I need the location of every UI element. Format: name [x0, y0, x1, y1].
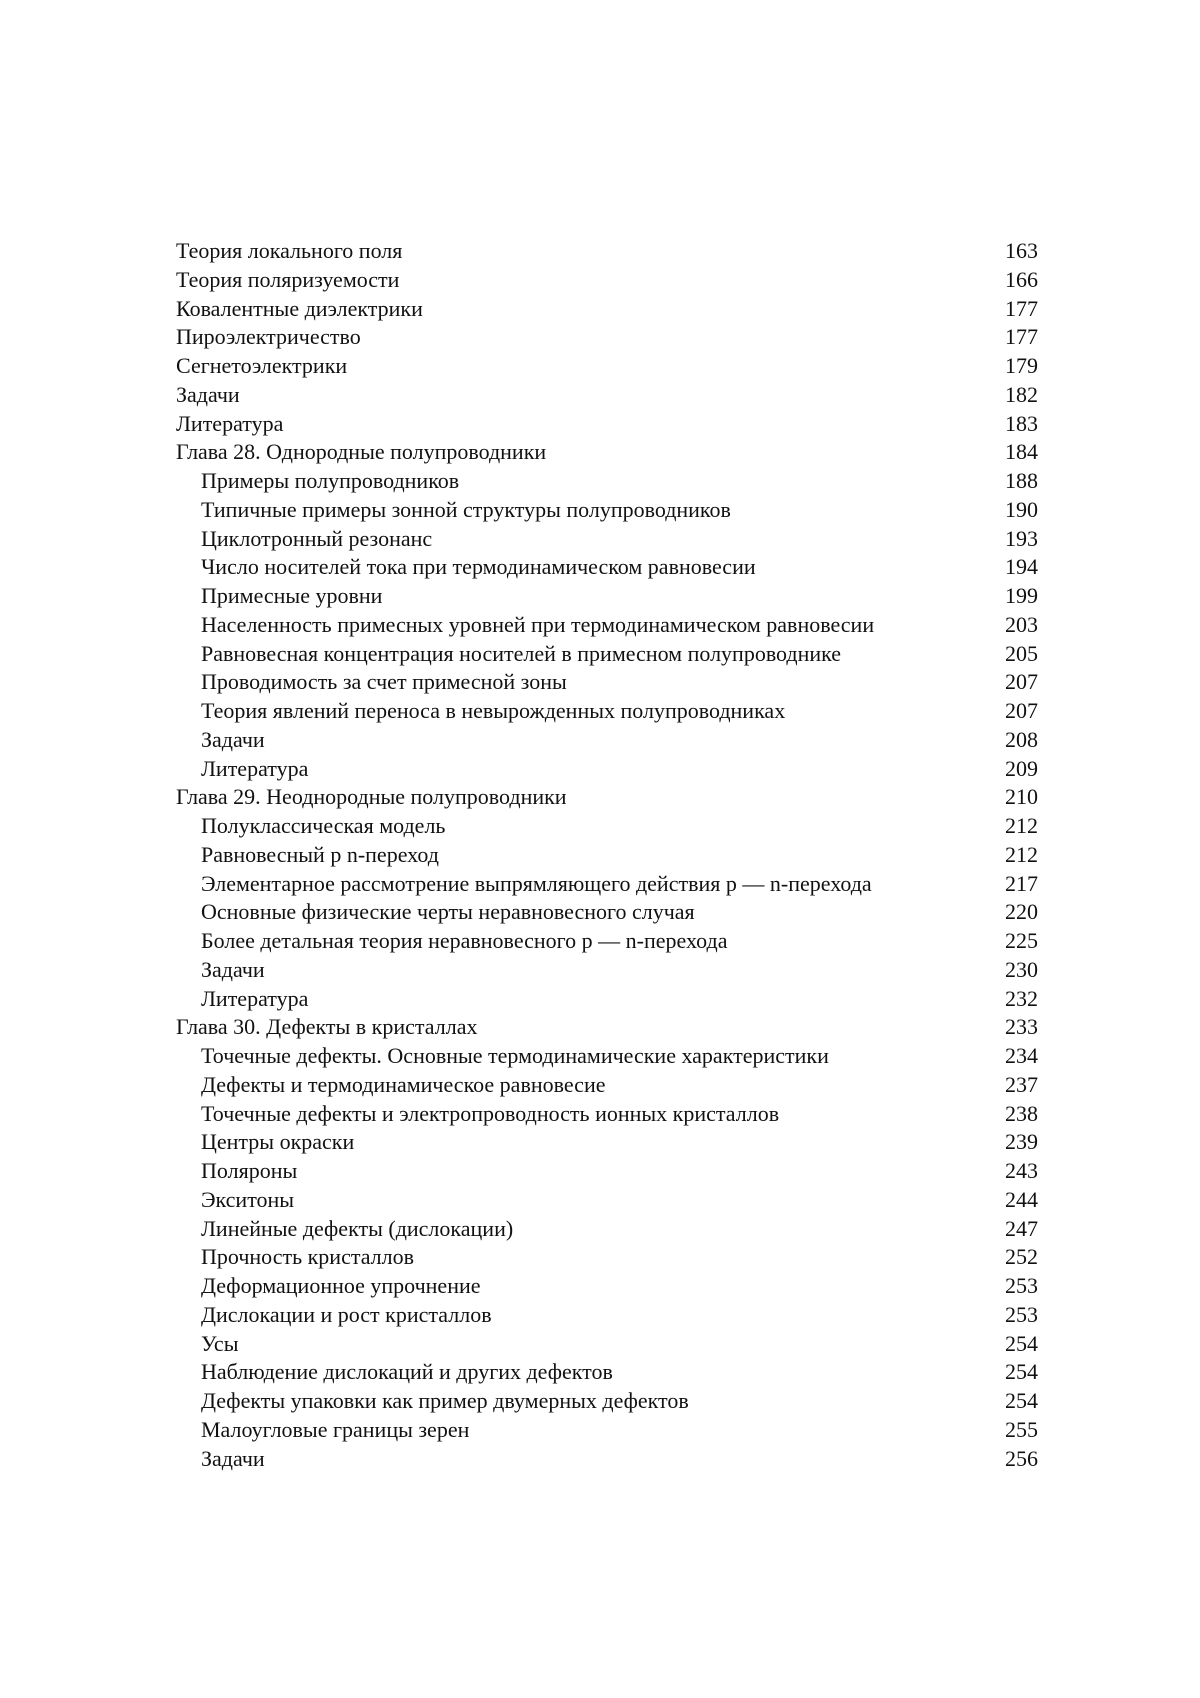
toc-subentry: [176, 726, 1038, 755]
toc-entry-title: Задачи: [201, 1445, 265, 1471]
toc-entry-page-number: 184: [1005, 439, 1038, 465]
toc-entry-page-number: 232: [1005, 985, 1038, 1011]
toc-entry-title: Полуклассическая модель: [201, 813, 446, 838]
toc-entry-title: Дефекты упаковки как пример двумерных дефектов: [201, 1388, 689, 1413]
toc-entry-page-number: 212: [1005, 813, 1038, 838]
toc-entry-title: Задачи: [201, 726, 265, 752]
toc-entry-page-number: 254: [1005, 1330, 1038, 1356]
toc-subentry: [176, 1416, 1038, 1445]
toc-entry-title: Примеры полупроводников: [201, 468, 460, 493]
toc-entry-title: Точечные дефекты и электропроводность ионных кристаллов: [201, 1100, 780, 1126]
toc-entry-title: Малоугловые границы зерен: [201, 1416, 470, 1442]
toc-subentry: [176, 956, 1038, 985]
toc-entry-page-number: 207: [1005, 698, 1038, 723]
toc-entry-title: Более детальная теория неравновесного р — n-перехода: [201, 928, 728, 953]
toc-entry-title: Число носителей тока при термодинамическом равновесии: [201, 554, 756, 580]
toc-entry-title: Наблюдение дислокаций и других дефектов: [201, 1359, 613, 1385]
toc-entry-page-number: 203: [1005, 611, 1038, 637]
toc-entry-title: Задачи: [176, 381, 240, 407]
toc-entry: [176, 295, 1038, 324]
toc-subentry: [176, 1186, 1038, 1215]
toc-subentry: [176, 1358, 1038, 1387]
toc-entry: [176, 1013, 1038, 1042]
toc-entry-page-number: 244: [1005, 1186, 1038, 1212]
toc-entry: [176, 237, 1038, 266]
toc-entry-title: Деформационное упрочнение: [201, 1273, 481, 1298]
toc-subentry: [176, 553, 1038, 582]
toc-entry-page-number: 237: [1005, 1071, 1038, 1097]
toc-entry-page-number: 182: [1005, 381, 1038, 407]
toc-entry-title: Глава 29. Неоднородные полупроводники: [176, 784, 567, 810]
toc-entry-page-number: 212: [1005, 841, 1038, 867]
toc-entry-page-number: 210: [1005, 784, 1038, 810]
toc-entry: [176, 438, 1038, 467]
toc-subentry: [176, 841, 1038, 870]
toc-entry-page-number: 230: [1005, 956, 1038, 982]
toc-entry-title: Центры окраски: [201, 1129, 355, 1155]
toc-entry: [176, 381, 1038, 410]
toc-entry-title: Литература: [201, 985, 309, 1011]
toc-entry-page-number: 207: [1005, 669, 1038, 695]
toc-entry: [176, 410, 1038, 439]
toc-entry-page-number: 177: [1005, 324, 1038, 350]
toc-subentry: [176, 467, 1038, 496]
toc-subentry: [176, 1243, 1038, 1272]
toc-entry-title: Теория локального поля: [176, 238, 403, 263]
toc-subentry: [176, 812, 1038, 841]
toc-entry-page-number: 247: [1005, 1215, 1038, 1241]
toc-subentry: [176, 1330, 1038, 1359]
toc-entry: [176, 323, 1038, 352]
toc-subentry: [176, 898, 1038, 927]
toc-entry: [176, 266, 1038, 295]
toc-entry-page-number: 220: [1005, 899, 1038, 925]
toc-entry-title: Усы: [201, 1330, 239, 1356]
toc-entry-page-number: 254: [1005, 1359, 1038, 1385]
toc-entry-title: Поляроны: [201, 1158, 298, 1183]
toc-subentry: [176, 1071, 1038, 1100]
toc-entry-page-number: 252: [1005, 1244, 1038, 1270]
toc-entry-page-number: 217: [1005, 870, 1038, 896]
toc-entry-title: Глава 28. Однородные полупроводники: [176, 439, 547, 465]
toc-subentry: [176, 525, 1038, 554]
toc-entry-page-number: 255: [1005, 1416, 1038, 1442]
toc-entry-title: Основные физические черты неравновесного случая: [201, 899, 695, 925]
toc-entry-title: Экситоны: [201, 1186, 295, 1212]
toc-entry-page-number: 253: [1005, 1301, 1038, 1327]
toc-entry-title: Дислокации и рост кристаллов: [201, 1301, 492, 1327]
toc-entry-title: Дефекты и термодинамическое равновесие: [201, 1071, 606, 1097]
toc-entry-title: Линейные дефекты (дислокации): [201, 1215, 514, 1241]
toc-entry-page-number: 188: [1005, 468, 1038, 493]
toc-entry-page-number: 254: [1005, 1388, 1038, 1413]
toc-entry-page-number: 243: [1005, 1158, 1038, 1183]
toc-entry: [176, 352, 1038, 381]
toc-subentry: [176, 1445, 1038, 1474]
toc-entry-page-number: 166: [1005, 266, 1038, 292]
toc-entry-page-number: 239: [1005, 1129, 1038, 1155]
toc-subentry: [176, 697, 1038, 726]
toc-entry-title: Элементарное рассмотрение выпрямляющего действия р — n-перехода: [201, 870, 872, 896]
toc-subentry: [176, 927, 1038, 956]
toc-entry-title: Пироэлектричество: [176, 324, 361, 350]
toc-entry-title: Типичные примеры зонной структуры полупроводников: [201, 496, 731, 522]
toc-entry-page-number: 179: [1005, 353, 1038, 378]
toc-entry-page-number: 199: [1005, 583, 1038, 608]
toc-subentry: [176, 870, 1038, 899]
toc-entry-page-number: 163: [1005, 238, 1038, 263]
toc-entry-page-number: 238: [1005, 1100, 1038, 1126]
toc-subentry: [176, 985, 1038, 1014]
toc-entry-page-number: 205: [1005, 640, 1038, 666]
toc-entry-page-number: 209: [1005, 755, 1038, 781]
toc-entry-page-number: 208: [1005, 726, 1038, 752]
toc-subentry: [176, 582, 1038, 611]
toc-subentry: [176, 1301, 1038, 1330]
toc-entry: [176, 783, 1038, 812]
toc-entry-page-number: 183: [1005, 410, 1038, 436]
toc-subentry: [176, 1387, 1038, 1416]
toc-entry-page-number: 253: [1005, 1273, 1038, 1298]
toc-subentry: [176, 1272, 1038, 1301]
toc-entry-page-number: 177: [1005, 295, 1038, 321]
toc-entry-title: Примесные уровни: [201, 583, 383, 608]
toc-entry-title: Задачи: [201, 956, 265, 982]
toc-entry-page-number: 194: [1005, 554, 1038, 580]
toc-entry-title: Прочность кристаллов: [201, 1244, 415, 1270]
toc-subentry: [176, 611, 1038, 640]
toc-entry-title: Точечные дефекты. Основные термодинамические характеристики: [201, 1043, 829, 1068]
toc-subentry: [176, 755, 1038, 784]
toc-subentry: [176, 1157, 1038, 1186]
toc-entry-title: Циклотронный резонанс: [201, 525, 433, 551]
toc-entry-page-number: 190: [1005, 496, 1038, 522]
toc-subentry: [176, 668, 1038, 697]
toc-subentry: [176, 1215, 1038, 1244]
toc-entry-page-number: 256: [1005, 1445, 1038, 1471]
toc-entry-page-number: 225: [1005, 928, 1038, 953]
toc-entry-title: Населенность примесных уровней при термодинамическом равновесии: [201, 611, 875, 637]
toc-subentry: [176, 1100, 1038, 1129]
toc-entry-page-number: 193: [1005, 525, 1038, 551]
toc-entry-title: Теория явлений переноса в невырожденных полупроводниках: [201, 698, 786, 723]
toc-entry-title: Сегнетоэлектрики: [176, 353, 348, 378]
table-of-contents: [176, 237, 1038, 1473]
toc-entry-title: Равновесная концентрация носителей в примесном полупроводнике: [201, 640, 842, 666]
toc-entry-title: Литература: [201, 755, 309, 781]
toc-subentry: [176, 1042, 1038, 1071]
toc-subentry: [176, 640, 1038, 669]
toc-entry-title: Ковалентные диэлектрики: [176, 295, 423, 321]
toc-entry-title: Равновесный р n-переход: [201, 841, 439, 867]
toc-entry-title: Теория поляризуемости: [176, 266, 400, 292]
toc-subentry: [176, 1128, 1038, 1157]
toc-entry-page-number: 234: [1005, 1043, 1038, 1068]
toc-entry-title: Глава 30. Дефекты в кристаллах: [176, 1014, 478, 1040]
toc-entry-page-number: 233: [1005, 1014, 1038, 1040]
toc-entry-title: Проводимость за счет примесной зоны: [201, 669, 567, 695]
toc-entry-title: Литература: [176, 410, 284, 436]
toc-subentry: [176, 496, 1038, 525]
